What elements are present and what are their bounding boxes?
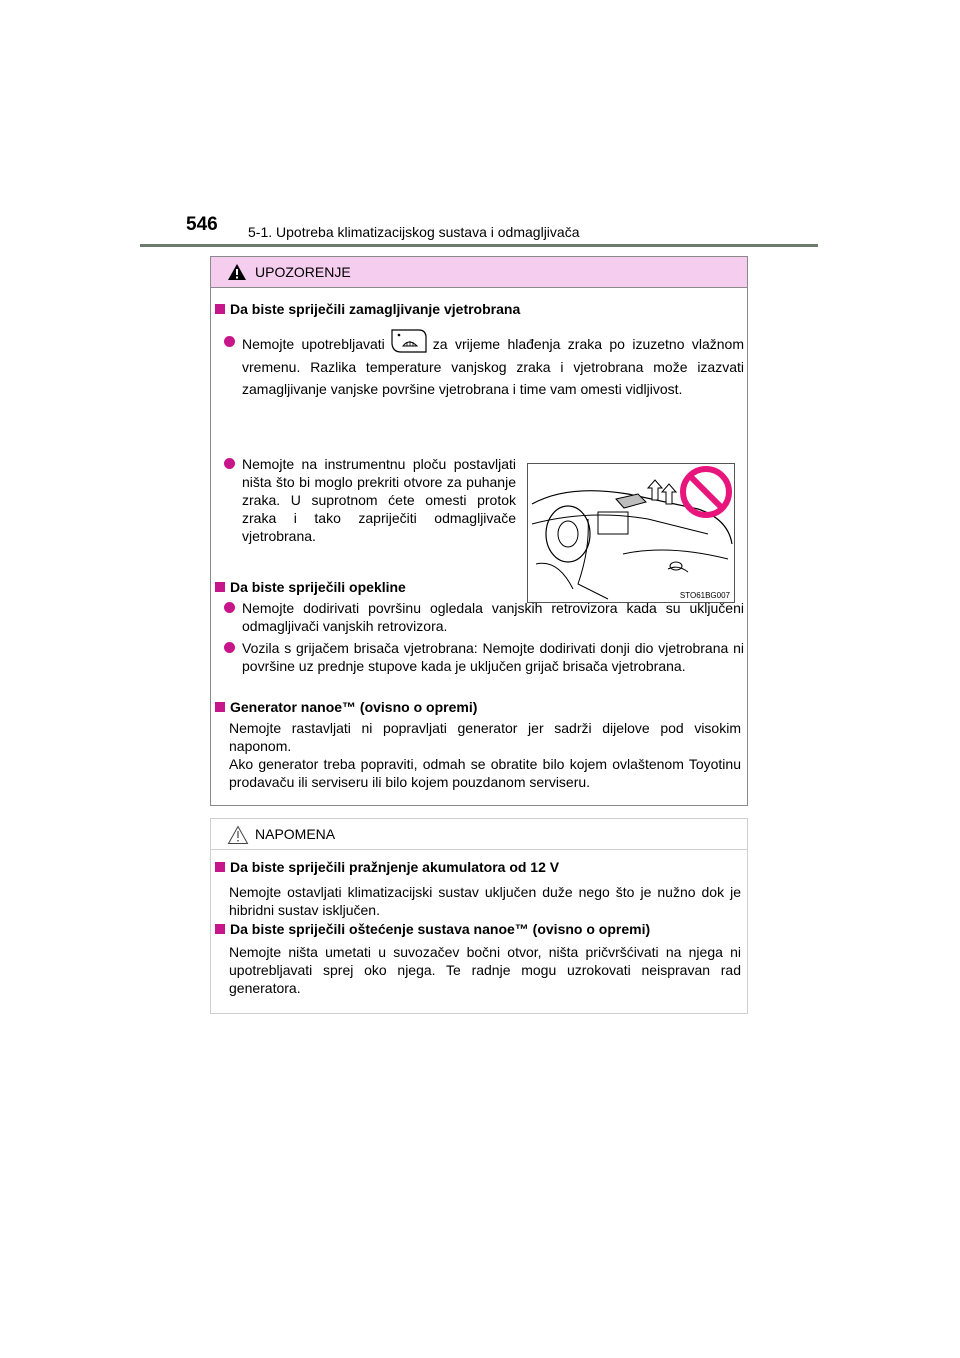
notice-triangle-icon: [227, 825, 249, 845]
bullet-defrost-button-warning: Nemojte upotrebljavati za vrijeme hlađenja zraka po izuzetno vlažnom vremenu. Razlika temperature vanjskog zraka i vjetrobrana može izazvati zamagljivanje vanjske površine vjetrobrana i time vam omesti vidljivost.: [224, 333, 744, 400]
page-header: [186, 214, 826, 248]
figure-code: STO61BG007: [679, 591, 730, 600]
section-heading-nanoe: Generator nanoe™ (ovisno o opremi): [215, 699, 477, 715]
circle-bullet-icon: [224, 602, 235, 613]
warning-header: [211, 257, 747, 288]
notice-box: [210, 818, 748, 1014]
bullet-mirror-warning: Nemojte dodirivati površinu ogledala vanjskih retrovizora kada su uključeni odmagljivači vanjskih retrovizora.: [224, 599, 744, 635]
warning-title: UPOZORENJE: [255, 264, 351, 280]
section-heading-nanoe-damage: Da biste spriječili oštećenje sustava nanoe™ (ovisno o opremi): [215, 921, 650, 937]
page-number: 546: [186, 214, 218, 235]
circle-bullet-icon: [224, 642, 235, 653]
section-heading-burns: Da biste spriječili opekline: [215, 579, 406, 595]
bullet-dashboard-warning: Nemojte na instrumentnu ploču postavljati ništa što bi moglo prekriti otvore za puhanje zraka. U suprotnom ćete omesti protok zraka i tako zapriječiti odmagljivače vjetrobrana.: [224, 455, 516, 545]
circle-bullet-icon: [224, 336, 235, 347]
windshield-defogger-button-icon: [389, 326, 429, 356]
section-title: 5-1. Upotreba klimatizacijskog sustava i odmagljivača: [248, 224, 580, 240]
battery-paragraph: Nemojte ostavljati klimatizacijski sustav uključen duže nego što je nužno dok je hibridni sustav isključen.: [229, 884, 741, 918]
section-heading-battery: Da biste spriječili pražnjenje akumulatora od 12 V: [215, 859, 559, 875]
notice-title: NAPOMENA: [255, 826, 336, 842]
square-bullet-icon: [215, 862, 225, 872]
notice-header: [211, 819, 747, 850]
warning-triangle-icon: [227, 263, 247, 281]
circle-bullet-icon: [224, 458, 235, 469]
bullet-wiper-heater-warning: Vozila s grijačem brisača vjetrobrana: Nemojte dodirivati donji dio vjetrobrana ni površine uz prednje stupove kada je uključen grijač brisača vjetrobrana.: [224, 639, 744, 675]
warning-box: [210, 256, 748, 806]
header-rule: [140, 244, 818, 247]
dashboard-illustration: [527, 463, 735, 603]
dashboard-drawing-icon: [528, 464, 734, 602]
nanoe-damage-paragraph: Nemojte ništa umetati u suvozačev bočni otvor, ništa pričvršćivati na njega ni upotrebljavati sprej oko njega. Te radnje mogu uzrokovati neispravan rad generatora.: [229, 944, 741, 996]
square-bullet-icon: [215, 304, 225, 314]
square-bullet-icon: [215, 702, 225, 712]
nanoe-paragraph-2: Ako generator treba popraviti, odmah se obratite bilo kojem ovlaštenom Toyotinu prodavaču ili serviseru ili bilo kojem pouzdanom serviseru.: [229, 756, 741, 790]
section-heading-fog: Da biste spriječili zamagljivanje vjetrobrana: [215, 301, 520, 317]
nanoe-paragraph-1: Nemojte rastavljati ni popravljati generator jer sadrži dijelove pod visokim naponom.: [229, 720, 741, 754]
square-bullet-icon: [215, 582, 225, 592]
square-bullet-icon: [215, 924, 225, 934]
